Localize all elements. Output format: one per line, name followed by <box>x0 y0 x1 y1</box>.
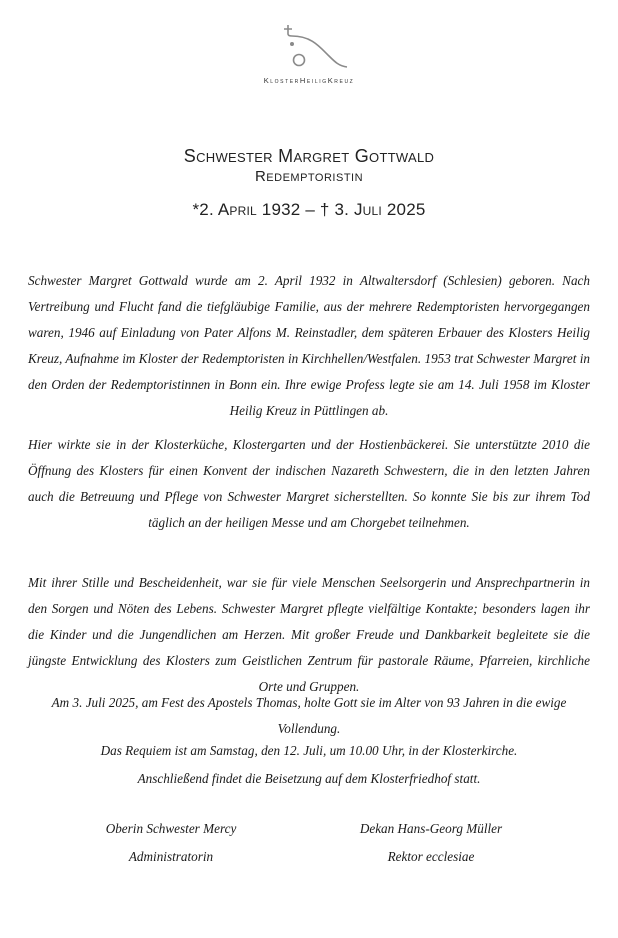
paragraph-character: Mit ihrer Stille und Bescheidenheit, war sie für viele Menschen Seelsorgerin und Ansprechpartnerin in den Sorgen und Nöten des Lebens. Schwester Margret pflegte vielfältige Kontakte; besonders lagen ihr die Kinder und die Jungendlichen am Herzen. Mit großer Freude und Dankbarkeit begleitete sie die jüngste Entwicklung des Klosters zum Geistlichen Zentrum für pastorale Räume, Pfarreien, kirchliche Orte und Gruppen. <box>28 575 590 694</box>
logo-text: KlosterHeiligKreuz <box>263 76 355 85</box>
religious-order: Redemptoristin <box>254 168 364 185</box>
logo <box>0 22 618 85</box>
signature-right-title: Rektor ecclesiae <box>387 849 475 864</box>
signature-right-name: Dekan Hans-Georg Müller <box>359 821 503 836</box>
requiem-line: Das Requiem ist am Samstag, den 12. Juli, um 10.00 Uhr, in der Klosterkirche. <box>100 743 518 758</box>
paragraph-biography: Schwester Margret Gottwald wurde am 2. April 1932 in Altwaltersdorf (Schlesien) geboren. Nach Vertreibung und Flucht fand die tiefgläubige Familie, aus der mehrere Redemptoristen hervorgegangen waren, 1946 auf Einladung von Pater Alfons M. Reinstadler, dem späteren Erbauer des Klosters Heilig Kreuz, Aufnahme im Kloster der Redemptoristen in Kirchhellen/Westfalen. 1953 trat Schwester Margret in den Orden der Redemptoristinnen in Bonn ein. Ihre ewige Profess legte sie am 14. Juli 1958 im Kloster Heilig Kreuz in Püttlingen ab. <box>28 273 590 418</box>
signature-left-name: Oberin Schwester Mercy <box>105 821 237 836</box>
deceased-name: Schwester Margret Gottwald <box>183 146 435 166</box>
burial-line: Anschließend findet die Beisetzung auf dem Klosterfriedhof statt. <box>137 771 481 786</box>
cross-wave-logo-icon <box>259 22 359 72</box>
paragraph-death: Am 3. Juli 2025, am Fest des Apostels Thomas, holte Gott sie im Alter von 93 Jahren in die ewige Vollendung. <box>51 695 567 736</box>
life-dates: *2. April 1932 – † 3. Juli 2025 <box>192 200 426 219</box>
signature-right <box>311 815 551 871</box>
signature-left <box>51 815 291 871</box>
signature-left-title: Administratorin <box>128 849 214 864</box>
paragraph-work: Hier wirkte sie in der Klosterküche, Klostergarten und der Hostienbäckerei. Sie unterstützte 2010 die Öffnung des Klosters für einen Konvent der indischen Nazareth Schwestern, die in den letzten Jahren auch die Betreuung und Pflege von Schwester Margret sicherstellten. So konnte Sie bis zur ihrem Tod täglich an der heiligen Messe und am Chorgebet teilnehmen. <box>28 437 590 530</box>
